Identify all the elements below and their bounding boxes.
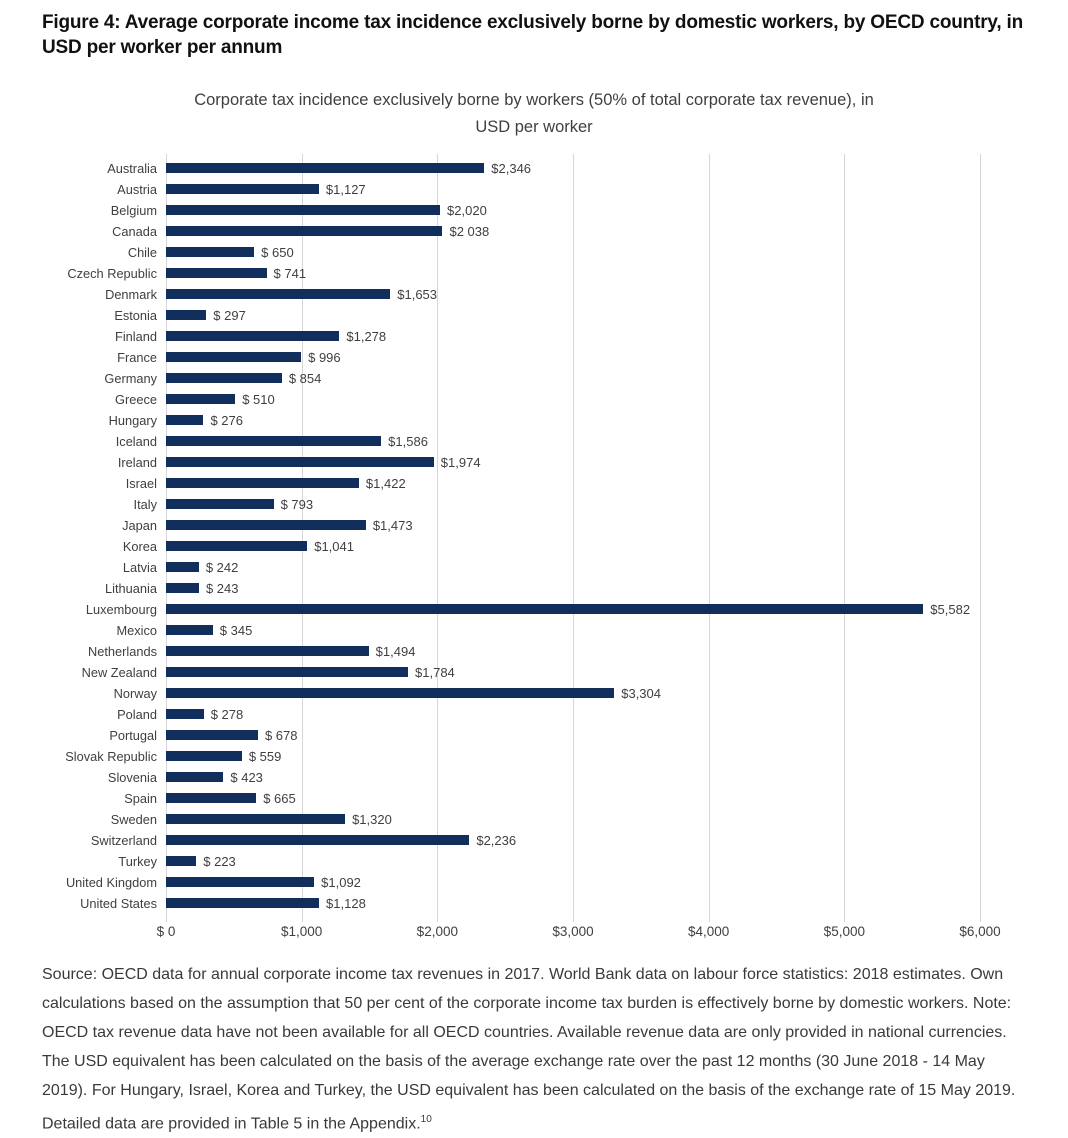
bar-track [166,326,980,347]
value-label: $ 650 [261,244,294,260]
country-label: Switzerland [90,832,157,848]
bar-row [0,389,980,410]
value-label: $1,422 [365,475,406,491]
bar-row [0,326,980,347]
bar-rows [0,158,980,914]
value-label: $2,236 [476,832,517,848]
country-label: Ireland [117,454,157,470]
value-label: $3,304 [621,685,661,701]
country-label: Japan [122,517,157,533]
bar [166,562,199,572]
bar-row [0,893,980,914]
bar [166,604,923,614]
bar-row [0,872,980,893]
bar [166,520,366,530]
value-label: $5,582 [930,601,971,617]
bar [166,772,223,782]
bar-row [0,368,980,389]
bar [166,835,469,845]
country-label: Italy [133,496,157,512]
source-note [42,960,1026,1138]
bar-row [0,557,980,578]
country-label: Spain [124,790,157,806]
value-label: $ 297 [213,307,246,323]
bar-track [166,809,980,830]
bar-track [166,368,980,389]
value-label: $1,128 [326,895,366,911]
bar [166,163,484,173]
bar-track [166,389,980,410]
bar-row [0,809,980,830]
bar-row [0,620,980,641]
bar [166,625,213,635]
country-label: Denmark [105,286,157,302]
country-label: Finland [115,328,157,344]
bar [166,478,359,488]
country-label: Slovenia [107,769,157,785]
value-label: $1,473 [372,517,413,533]
bar-track [166,158,980,179]
country-label: Estonia [114,307,157,323]
bar [166,310,206,320]
bar [166,793,256,803]
country-label: Lithuania [105,580,157,596]
bar [166,352,301,362]
country-label: Luxembourg [85,601,157,617]
country-label: Iceland [115,433,157,449]
value-label: $ 996 [308,349,341,365]
value-label: $ 793 [280,496,314,512]
bar-row [0,452,980,473]
bar [166,877,314,887]
x-tick-label: $5,000 [823,923,865,939]
chart-title: Corporate tax incidence exclusively borne by workers (50% of total corporate tax revenue), in USD per worker [194,91,874,136]
bar-row [0,431,980,452]
value-label: $ 559 [248,748,282,764]
value-label: $1,974 [440,454,481,470]
bar-row [0,284,980,305]
value-label: $ 276 [210,412,243,428]
country-label: Mexico [116,622,157,638]
bar-row [0,263,980,284]
bar [166,646,369,656]
country-label: Poland [117,706,157,722]
bar-track [166,284,980,305]
bar-row [0,851,980,872]
bar [166,499,274,509]
bar-row [0,599,980,620]
source-note-text: Source: OECD data for annual corporate income tax revenues in 2017. World Bank data on labour force statistics: 2018 estimates. Own calculations based on the assumption that 50 per cent of the corporate income tax burden is effectively borne by domestic workers. Note: OECD tax revenue data have not been available for all OECD countries. Available revenue data are only provided in national currencies. The USD equivalent has been calculated on the basis of the average exchange rate over the past 12 months (30 June 2018 - 14 May 2019). For Hungary, Israel, Korea and Turkey, the USD equivalent has been calculated on the basis of the exchange rate of 15 May 2019. Detailed data are provided in Table 5 in the Appendix. [42,965,1016,1133]
bar [166,373,282,383]
bar-track [166,725,980,746]
bar [166,394,235,404]
value-label: $1,092 [321,874,361,890]
bar-track [166,179,980,200]
bar-track [166,830,980,851]
bar-row [0,641,980,662]
bar-track [166,452,980,473]
value-label: $ 242 [205,559,239,575]
bar-track [166,893,980,914]
bar-track [166,242,980,263]
plot-area [0,158,980,914]
bar [166,226,442,236]
bar-row [0,305,980,326]
gridline [980,154,981,922]
country-label: Slovak Republic [65,748,157,764]
bar-track [166,851,980,872]
x-tick-label: $6,000 [959,923,1001,939]
x-axis-labels [156,922,1001,944]
country-label: Greece [115,391,157,407]
country-label: United Kingdom [65,874,157,890]
value-label: $ 278 [210,706,244,722]
bar [166,205,440,215]
x-axis-spacer [0,922,166,944]
country-label: Norway [113,685,157,701]
value-label: $1,586 [388,433,428,449]
x-tick-label: $4,000 [688,923,730,939]
bar-row [0,788,980,809]
bar-track [166,305,980,326]
bar-row [0,200,980,221]
bar-track [166,263,980,284]
bar-row [0,725,980,746]
country-label: Canada [112,223,157,239]
bar-chart [0,158,1068,944]
bar-track [166,347,980,368]
value-label: $1,320 [352,811,392,827]
bar-track [166,473,980,494]
bar-track [166,662,980,683]
country-label: Czech Republic [67,265,157,281]
value-label: $2 038 [449,223,490,239]
bar [166,730,258,740]
country-label: Hungary [108,412,157,428]
x-tick-label: $3,000 [552,923,594,939]
value-label: $2,020 [447,202,487,218]
footnote-marker: 10 [420,1113,432,1125]
bar-row [0,242,980,263]
bar-row [0,221,980,242]
country-label: Australia [107,160,157,176]
bar-track [166,221,980,242]
bar [166,898,319,908]
bar-track [166,410,980,431]
country-label: Austria [117,181,157,197]
bar-track [166,746,980,767]
country-label: Latvia [122,559,157,575]
bar-track [166,641,980,662]
x-tick-label: $2,000 [416,923,458,939]
bar-track [166,704,980,725]
bar-track [166,431,980,452]
bar-track [166,578,980,599]
bar-row [0,473,980,494]
bar-track [166,872,980,893]
bar-track [166,788,980,809]
bar-track [166,620,980,641]
value-label: $1,041 [314,538,354,554]
country-label: Netherlands [87,643,157,659]
value-label: $1,784 [415,664,455,680]
bar-row [0,347,980,368]
value-label: $ 854 [288,370,322,386]
country-label: France [117,349,157,365]
bar-row [0,578,980,599]
bar [166,541,307,551]
bar-track [166,494,980,515]
bar [166,415,203,425]
value-label: $ 678 [264,727,298,743]
bar [166,688,614,698]
x-tick-label: $1,000 [281,923,323,939]
bar-track [166,515,980,536]
bar [166,331,339,341]
value-label: $1,278 [346,328,387,344]
bar-track [166,767,980,788]
country-label: Belgium [110,202,157,218]
value-label: $ 223 [203,853,236,869]
bar [166,856,196,866]
bar [166,814,345,824]
country-label: Sweden [110,811,157,827]
country-label: Chile [127,244,157,260]
bar [166,457,434,467]
bar-row [0,515,980,536]
bar-track [166,536,980,557]
bar [166,289,390,299]
bar-row [0,746,980,767]
bar-row [0,179,980,200]
bar-track [166,200,980,221]
bar-row [0,662,980,683]
bar-track [166,557,980,578]
country-label: Turkey [118,853,157,869]
value-label: $ 423 [230,769,263,785]
value-label: $ 243 [205,580,239,596]
value-label: $ 345 [219,622,253,638]
x-axis [0,922,1001,944]
bar-row [0,158,980,179]
bar-row [0,536,980,557]
value-label: $1,494 [375,643,416,659]
bar-row [0,410,980,431]
country-label: New Zealand [81,664,157,680]
x-tick-label: $ 0 [156,923,176,939]
value-label: $ 665 [263,790,296,806]
bar-row [0,683,980,704]
figure-title: Figure 4: Average corporate income tax incidence exclusively borne by domestic workers, by OECD country, in USD per worker per annum [42,12,1023,59]
bar [166,667,408,677]
bar [166,583,199,593]
bar [166,184,319,194]
value-label: $2,346 [491,160,532,176]
bar-track [166,599,980,620]
bar [166,268,267,278]
country-label: Portugal [109,727,157,743]
value-label: $1,127 [325,181,366,197]
bar-track [166,683,980,704]
value-label: $ 510 [242,391,275,407]
value-label: $1,653 [397,286,438,302]
bar-row [0,704,980,725]
bar-row [0,494,980,515]
country-label: Germany [104,370,157,386]
bar-row [0,830,980,851]
value-label: $ 741 [273,265,307,281]
country-label: Korea [122,538,157,554]
country-label: United States [80,895,157,911]
country-label: Israel [125,475,157,491]
bar [166,247,254,257]
bar [166,436,381,446]
bar [166,709,204,719]
bar [166,751,242,761]
bar-row [0,767,980,788]
